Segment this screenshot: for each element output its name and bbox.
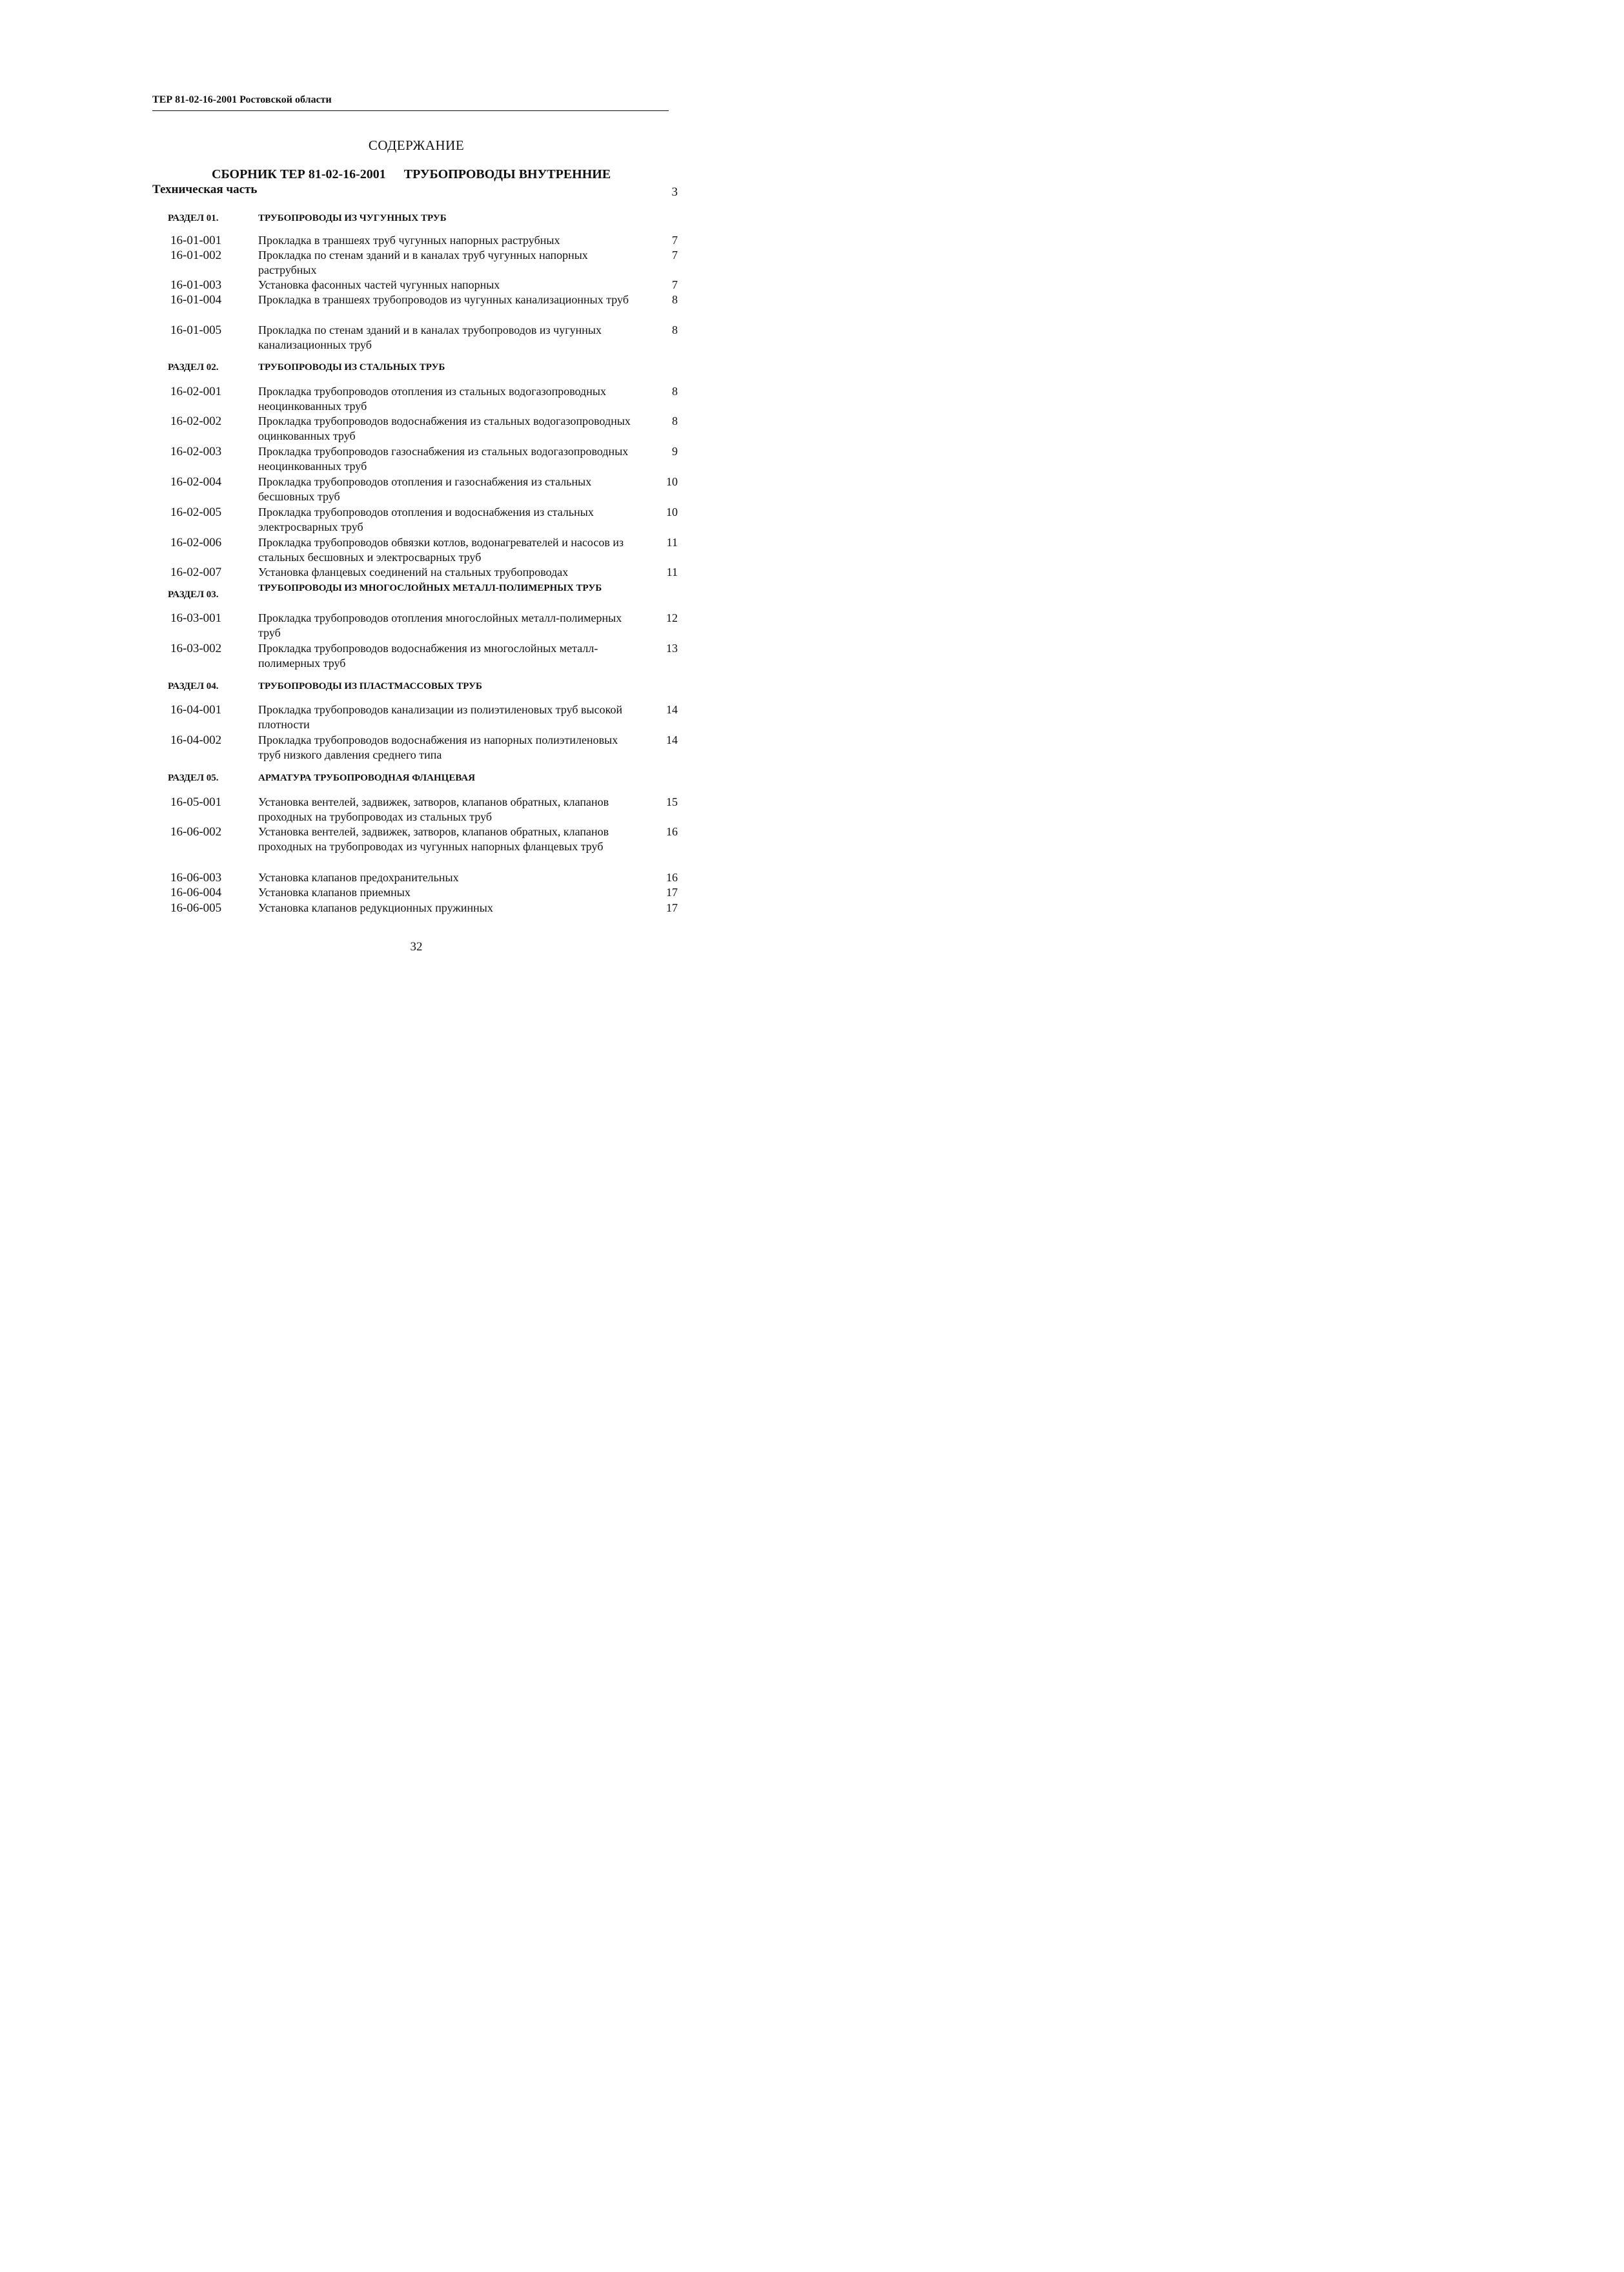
- section-code: РАЗДЕЛ 05.: [168, 773, 219, 783]
- item-title: Установка клапанов приемных: [258, 886, 411, 899]
- item-page: 8: [672, 414, 678, 427]
- item-code: 16-03-001: [170, 611, 222, 625]
- item-code: 16-03-002: [170, 642, 222, 655]
- item-code: 16-05-001: [170, 795, 222, 809]
- section-title: АРМАТУРА ТРУБОПРОВОДНАЯ ФЛАНЦЕВАЯ: [258, 773, 476, 783]
- section-code: РАЗДЕЛ 04.: [168, 681, 219, 691]
- header-rule: [152, 110, 669, 111]
- item-code: 16-02-007: [170, 566, 222, 579]
- item-page: 17: [666, 886, 678, 899]
- item-code: 16-02-001: [170, 385, 222, 398]
- item-page: 9: [672, 445, 678, 458]
- item-title: Установка фасонных частей чугунных напорных: [258, 278, 500, 291]
- item-title: Установка клапанов редукционных пружинных: [258, 901, 493, 914]
- item-title: Прокладка трубопроводов канализации из полиэтиленовых труб высокой плотности: [258, 703, 623, 731]
- page-number: 32: [410, 940, 423, 954]
- item-page: 14: [666, 733, 678, 746]
- item-title: Прокладка трубопроводов отопления и газоснабжения из стальных бесшовных труб: [258, 475, 592, 503]
- section-code: РАЗДЕЛ 03.: [168, 589, 219, 600]
- collection-code: СБОРНИК ТЕР 81-02-16-2001: [212, 167, 386, 181]
- item-code: 16-06-005: [170, 901, 222, 915]
- section-title: ТРУБОПРОВОДЫ ИЗ МНОГОСЛОЙНЫХ МЕТАЛЛ-ПОЛИМЕРНЫХ ТРУБ: [258, 583, 602, 593]
- item-title: Установка вентелей, задвижек, затворов, клапанов обратных, клапанов проходных на трубопроводах из чугунных напорных фланцевых труб: [258, 825, 609, 853]
- collection-heading: [212, 167, 611, 182]
- technical-part-label: Техническая часть: [152, 183, 258, 196]
- item-page: 14: [666, 703, 678, 716]
- section-title: ТРУБОПРОВОДЫ ИЗ ЧУГУННЫХ ТРУБ: [258, 213, 447, 223]
- item-page: 7: [672, 278, 678, 291]
- collection-name: ТРУБОПРОВОДЫ ВНУТРЕННИЕ: [403, 167, 611, 181]
- item-page: 11: [666, 536, 678, 549]
- item-page: 8: [672, 385, 678, 398]
- item-code: 16-01-002: [170, 249, 222, 262]
- item-code: 16-01-003: [170, 278, 222, 292]
- item-code: 16-02-003: [170, 445, 222, 458]
- item-code: 16-06-004: [170, 886, 222, 899]
- item-page: 7: [672, 249, 678, 261]
- technical-part-page: 3: [671, 185, 678, 199]
- item-title: Прокладка трубопроводов отопления многослойных металл-полимерных труб: [258, 611, 622, 639]
- item-title: Прокладка трубопроводов отопления и водоснабжения из стальных электросварных труб: [258, 506, 594, 533]
- item-page: 7: [672, 234, 678, 247]
- section-title: ТРУБОПРОВОДЫ ИЗ ПЛАСТМАССОВЫХ ТРУБ: [258, 681, 482, 691]
- item-code: 16-04-002: [170, 733, 222, 747]
- item-page: 16: [666, 871, 678, 884]
- item-code: 16-04-001: [170, 703, 222, 717]
- item-title: Прокладка трубопроводов газоснабжения из стальных водогазопроводных неоцинкованных труб: [258, 445, 629, 473]
- toc-title: СОДЕРЖАНИЕ: [368, 138, 465, 153]
- item-code: 16-06-003: [170, 871, 222, 885]
- item-page: 8: [672, 293, 678, 306]
- item-title: Прокладка трубопроводов водоснабжения из напорных полиэтиленовых труб низкого давления среднего типа: [258, 733, 618, 761]
- item-page: 17: [666, 901, 678, 914]
- item-code: 16-02-002: [170, 414, 222, 428]
- item-page: 11: [666, 566, 678, 578]
- item-code: 16-01-005: [170, 323, 222, 337]
- item-page: 10: [666, 506, 678, 518]
- item-title: Прокладка в траншеях трубопроводов из чугунных канализационных труб: [258, 293, 629, 306]
- item-page: 16: [666, 825, 678, 838]
- item-title: Прокладка трубопроводов водоснабжения из многослойных металл-полимерных труб: [258, 642, 598, 670]
- item-code: 16-01-004: [170, 293, 222, 307]
- item-page: 15: [666, 795, 678, 808]
- section-code: РАЗДЕЛ 01.: [168, 213, 219, 223]
- item-title: Прокладка трубопроводов водоснабжения из стальных водогазопроводных оцинкованных труб: [258, 414, 631, 442]
- item-code: 16-02-004: [170, 475, 222, 489]
- item-title: Прокладка по стенам зданий и в каналах трубопроводов из чугунных канализационных труб: [258, 323, 602, 351]
- item-title: Прокладка по стенам зданий и в каналах труб чугунных напорных раструбных: [258, 249, 588, 276]
- item-code: 16-02-006: [170, 536, 222, 549]
- item-code: 16-02-005: [170, 506, 222, 519]
- section-code: РАЗДЕЛ 02.: [168, 362, 219, 373]
- item-title: Прокладка в траншеях труб чугунных напорных раструбных: [258, 234, 560, 247]
- item-title: Прокладка трубопроводов отопления из стальных водогазопроводных неоцинкованных труб: [258, 385, 606, 413]
- item-title: Прокладка трубопроводов обвязки котлов, водонагревателей и насосов из стальных бесшовных и электросварных труб: [258, 536, 624, 564]
- item-title: Установка фланцевых соединений на стальных трубопроводах: [258, 566, 569, 578]
- item-title: Установка клапанов предохранительных: [258, 871, 459, 884]
- item-page: 12: [666, 611, 678, 624]
- item-title: Установка вентелей, задвижек, затворов, клапанов обратных, клапанов проходных на трубопроводах из стальных труб: [258, 795, 609, 823]
- item-page: 13: [666, 642, 678, 655]
- item-code: 16-01-001: [170, 234, 222, 247]
- page-header: ТЕР 81-02-16-2001 Ростовской области: [152, 94, 332, 105]
- item-page: 10: [666, 475, 678, 488]
- item-code: 16-06-002: [170, 825, 222, 839]
- item-page: 8: [672, 323, 678, 336]
- section-title: ТРУБОПРОВОДЫ ИЗ СТАЛЬНЫХ ТРУБ: [258, 362, 445, 373]
